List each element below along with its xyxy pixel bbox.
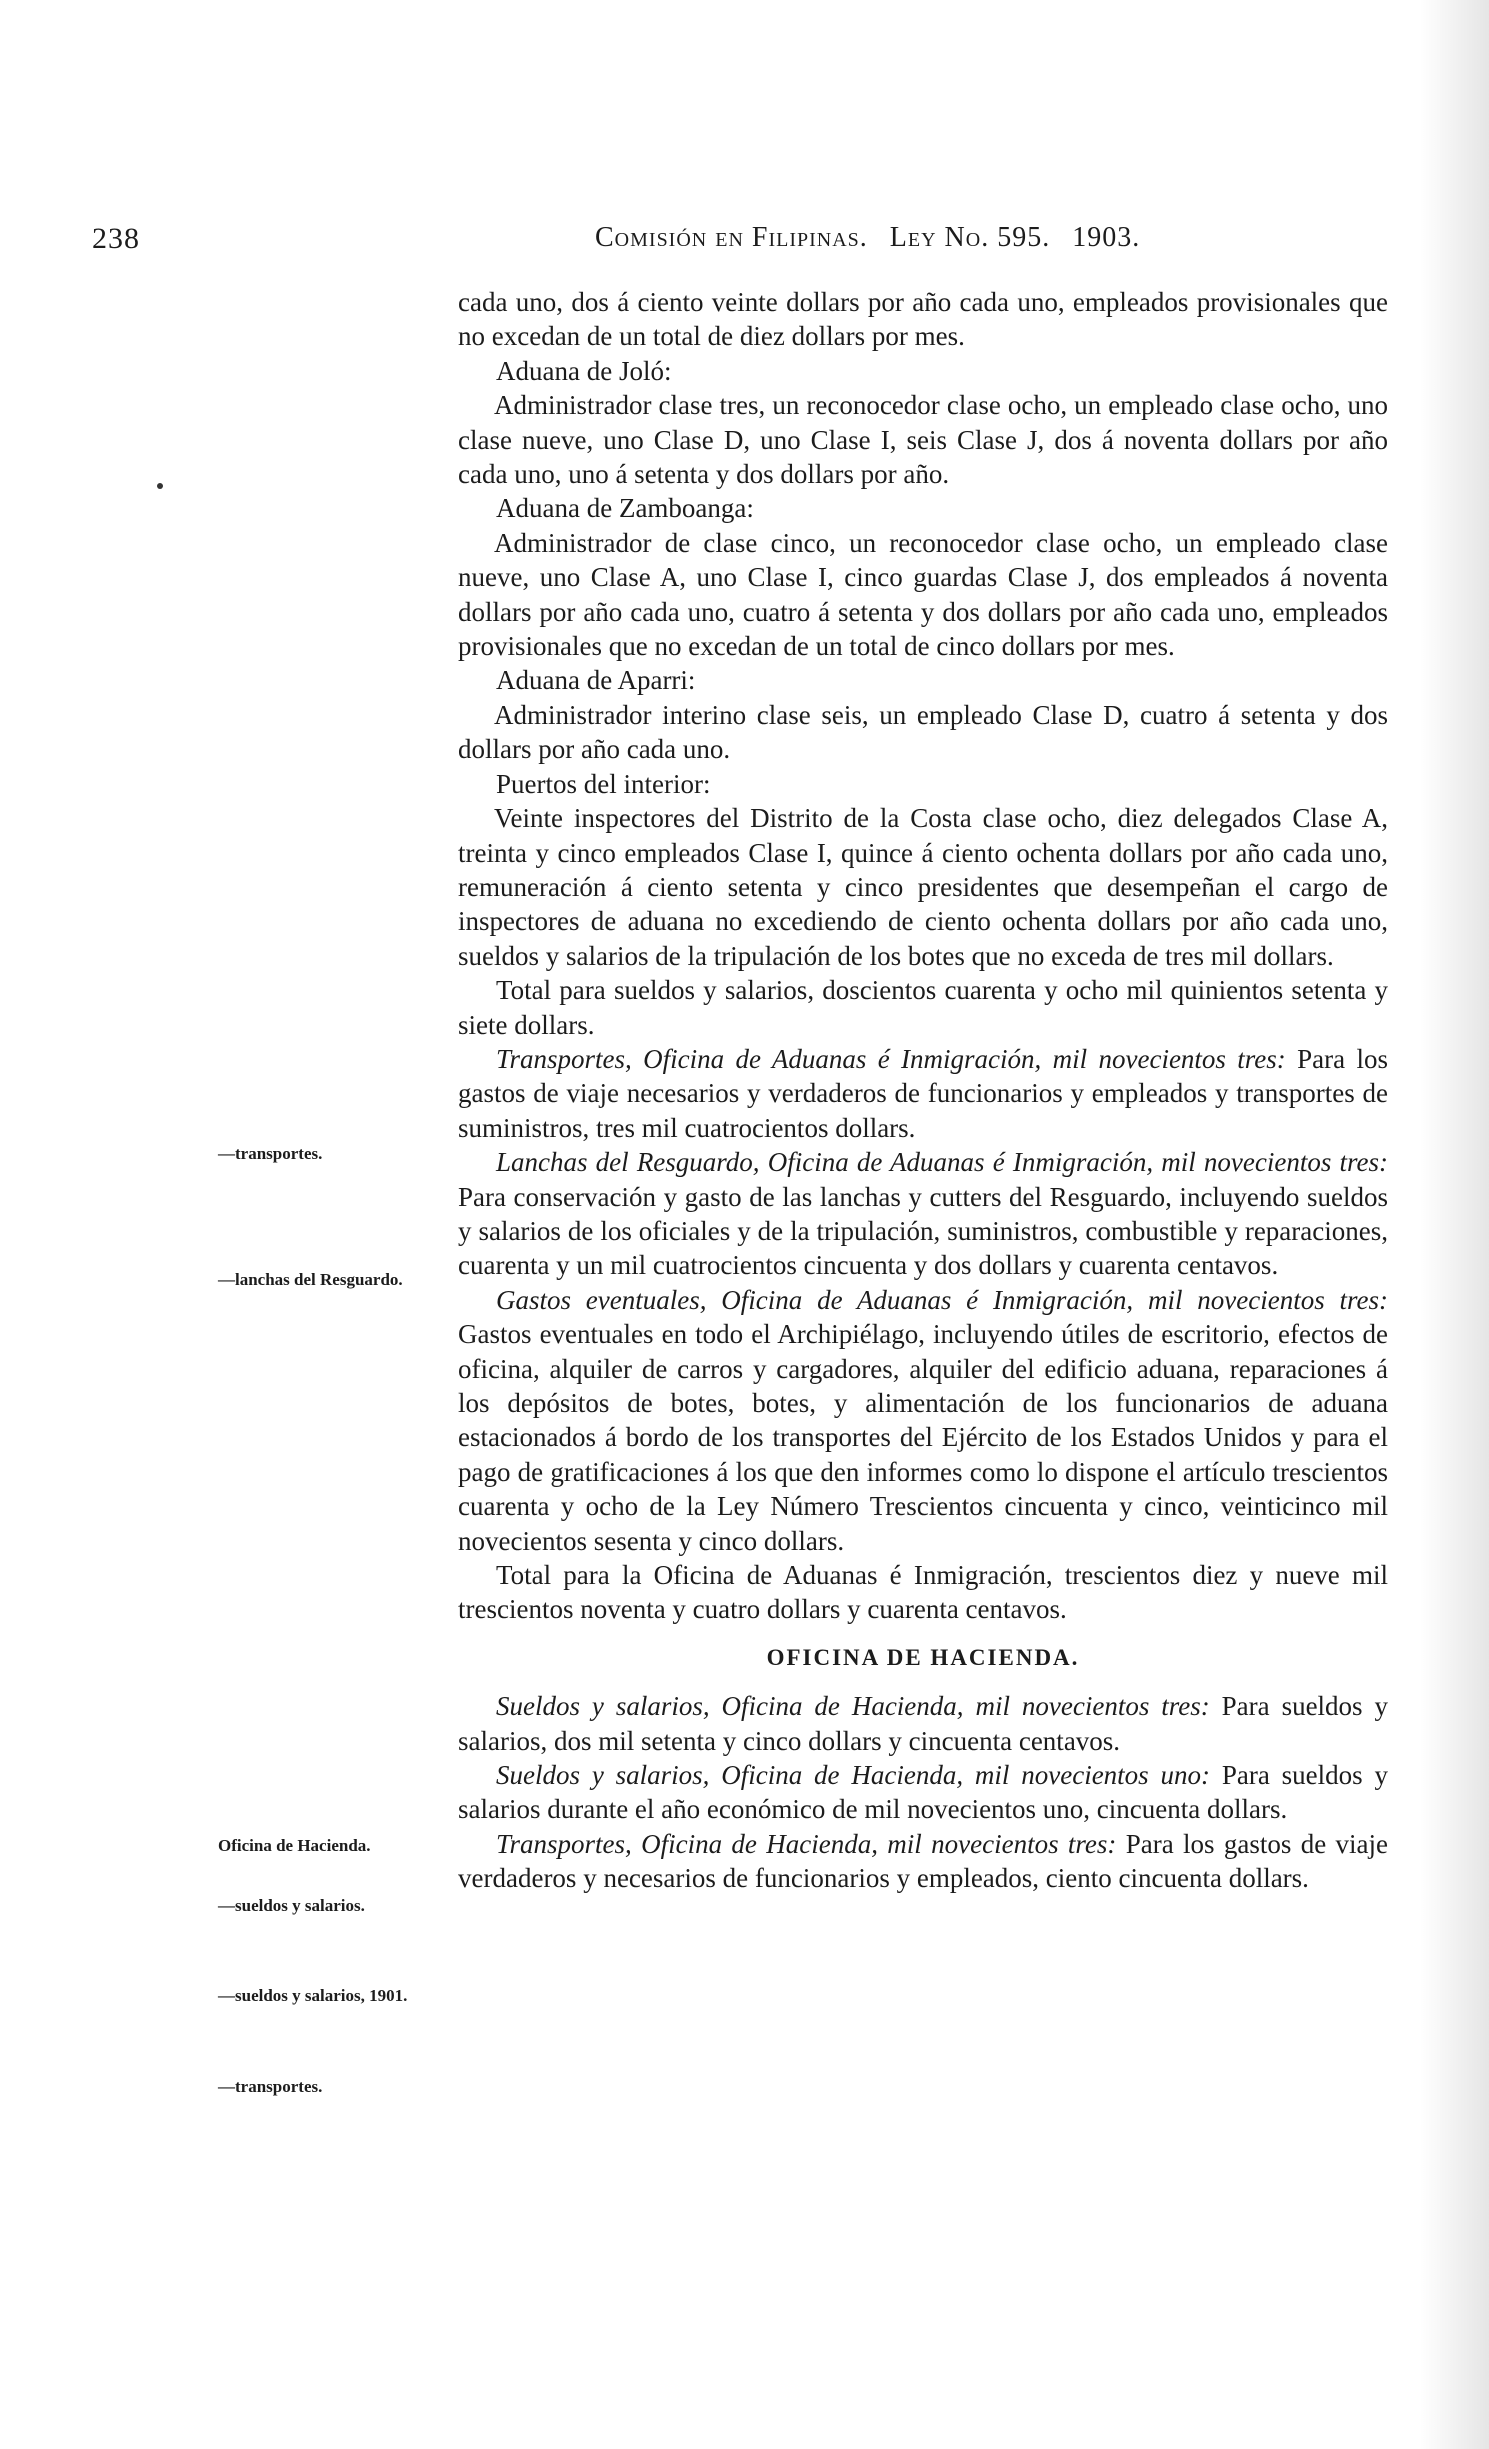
- item-title: Sueldos y salarios, Oficina de Hacienda, mil novecientos tres:: [496, 1691, 1210, 1722]
- paragraph: Sueldos y salarios, Oficina de Hacienda, mil novecientos uno: Para sueldos y salarios durante el año económico de mil novecientos uno, cincuenta dollars.: [458, 1760, 1388, 1825]
- paragraph: Gastos eventuales, Oficina de Aduanas é Inmigración, mil novecientos tres: Gastos eventuales en todo el Archipiélago, incluyendo útiles de escritorio, efectos de oficina, alquiler de carros y cargadores, alquiler del edificio aduana, reparaciones á los depósitos de botes, botes, y alimentación de los funcionarios de aduana estacionados á bordo de los transportes del Ejército de los Estados Unidos y para el pago de gratificaciones á los que den informes como lo dispone el artículo trescientos cuarenta y ocho de la Ley Número Trescientos cincuenta y cinco, veinticinco mil novecientos sesenta y cinco dollars.: [458, 1284, 1388, 1556]
- running-head: [595, 222, 1140, 254]
- body-text: [458, 285, 1388, 1896]
- paragraph: Sueldos y salarios, Oficina de Hacienda, mil novecientos tres: Para sueldos y salarios, dos mil setenta y cinco dollars y cincuenta centavos.: [458, 1691, 1388, 1756]
- section-label: Aduana de Joló:: [496, 355, 672, 386]
- margin-note-oficina-hacienda: Oficina de Hacienda.: [218, 1836, 371, 1855]
- paragraph: Transportes, Oficina de Aduanas é Inmigración, mil novecientos tres: Para los gastos de viaje necesarios y verdaderos de funcionarios y empleados y transportes de suministros, tres mil cuatrocientos dollars.: [458, 1043, 1388, 1143]
- paragraph: Administrador de clase cinco, un reconocedor clase ocho, un empleado clase nueve, uno Clase A, uno Clase I, cinco guardas Clase J, dos empleados á noventa dollars por año cada uno, cuatro á setenta y dos dollars por año cada uno, empleados provisionales que no excedan de un total de cinco dollars por mes.: [458, 527, 1388, 662]
- page-number: 238: [92, 222, 140, 255]
- paragraph: Administrador interino clase seis, un empleado Clase D, cuatro á setenta y dos dollars por año cada uno.: [458, 699, 1388, 765]
- section-label: Aduana de Aparri:: [496, 665, 696, 696]
- item-title: Transportes, Oficina de Hacienda, mil novecientos tres:: [496, 1828, 1117, 1859]
- section-label: Puertos del interior:: [496, 768, 711, 799]
- page-edge-shadow: [1419, 0, 1489, 2449]
- running-head-commission: Comisión en Filipinas.: [595, 222, 868, 253]
- paragraph: Transportes, Oficina de Hacienda, mil novecientos tres: Para los gastos de viaje verdaderos y necesarios de funcionarios y empleados, ciento cincuenta dollars.: [458, 1828, 1388, 1894]
- margin-note-transportes-hacienda: —transportes.: [218, 2077, 323, 2096]
- margin-note-transportes: —transportes.: [218, 1144, 323, 1163]
- paragraph: Total para sueldos y salarios, doscientos cuarenta y ocho mil quinientos setenta y siete dollars.: [458, 975, 1388, 1040]
- running-head-law: Ley No. 595.: [889, 222, 1051, 253]
- section-heading: OFICINA DE HACIENDA.: [766, 1644, 1080, 1670]
- paragraph: Administrador clase tres, un reconocedor clase ocho, un empleado clase ocho, uno clase nueve, uno Clase D, uno Clase I, seis Clase J, dos á noventa dollars por año cada uno, uno á setenta y dos dollars por año.: [458, 390, 1388, 490]
- item-title: Sueldos y salarios, Oficina de Hacienda, mil novecientos uno:: [496, 1760, 1211, 1791]
- item-title: Lanchas del Resguardo, Oficina de Aduanas é Inmigración, mil novecientos tres:: [496, 1147, 1388, 1178]
- section-label: Aduana de Zamboanga:: [496, 493, 754, 524]
- item-title: Gastos eventuales, Oficina de Aduanas é Inmigración, mil novecientos tres:: [496, 1284, 1388, 1315]
- running-head-year: 1903.: [1072, 222, 1141, 253]
- stray-mark: [157, 483, 163, 489]
- margin-note-sueldos-1901: —sueldos y salarios, 1901.: [218, 1986, 408, 2005]
- margin-note-lanchas: —lanchas del Resguardo.: [218, 1270, 403, 1289]
- paragraph: cada uno, dos á ciento veinte dollars por año cada uno, empleados provisionales que no excedan de un total de diez dollars por mes.: [458, 287, 1388, 352]
- item-title: Transportes, Oficina de Aduanas é Inmigración, mil novecientos tres:: [496, 1043, 1286, 1074]
- margin-note-sueldos: —sueldos y salarios.: [218, 1896, 365, 1915]
- paragraph: Total para la Oficina de Aduanas é Inmigración, trescientos diez y nueve mil trescientos noventa y cuatro dollars y cuarenta centavos.: [458, 1560, 1388, 1625]
- paragraph: Lanchas del Resguardo, Oficina de Aduanas é Inmigración, mil novecientos tres: Para conservación y gasto de las lanchas y cutters del Resguardo, incluyendo sueldos y salarios de los oficiales y de la tripulación, suministros, combustible y reparaciones, cuarenta y un mil cuatrocientos cincuenta y dos dollars y cuarenta centavos.: [458, 1147, 1388, 1281]
- paragraph: Veinte inspectores del Distrito de la Costa clase ocho, diez delegados Clase A, treinta y cinco empleados Clase I, quince á ciento ochenta dollars por año cada uno, remuneración á ciento setenta y cinco presidentes que desempeñan el cargo de inspectores de aduana no excediendo de ciento ochenta dollars por año cada uno, sueldos y salarios de la tripulación de los botes que no exceda de tres mil dollars.: [458, 803, 1388, 971]
